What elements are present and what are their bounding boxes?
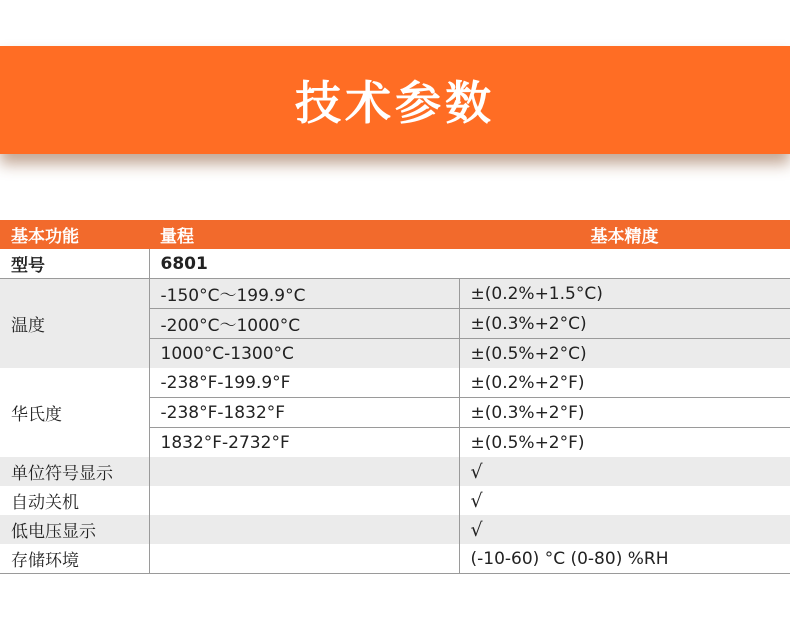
range-cell: [149, 486, 459, 515]
accuracy-cell: ±(0.5%+2°F): [459, 428, 790, 458]
spec-table: [0, 220, 790, 574]
range-cell: [149, 457, 459, 486]
header-accuracy: 基本精度: [459, 220, 790, 249]
header-range: 量程: [149, 220, 459, 249]
feature-label: 单位符号显示: [0, 457, 149, 486]
page-title: 技术参数: [295, 76, 495, 130]
table-row: [0, 544, 790, 574]
table-row: [0, 368, 790, 398]
range-cell: [149, 515, 459, 544]
accuracy-cell: ±(0.3%+2°F): [459, 398, 790, 428]
check-mark: √: [459, 457, 790, 486]
range-cell: 1832°F-2732°F: [149, 428, 459, 458]
accuracy-cell: ±(0.2%+1.5°C): [459, 279, 790, 309]
table-header-row: [0, 220, 790, 249]
model-row: [0, 249, 790, 279]
fahrenheit-label: 华氏度: [0, 368, 149, 457]
table-row: [0, 515, 790, 544]
check-mark: √: [459, 515, 790, 544]
range-cell: -238°F-1832°F: [149, 398, 459, 428]
title-banner: [0, 46, 790, 154]
temperature-label: 温度: [0, 279, 149, 369]
header-function: 基本功能: [0, 220, 149, 249]
check-mark: √: [459, 486, 790, 515]
accuracy-cell: ±(0.3%+2°C): [459, 309, 790, 339]
range-cell: -150°C～199.9°C: [149, 279, 459, 309]
model-value: 6801: [149, 249, 790, 279]
range-cell: -200°C～1000°C: [149, 309, 459, 339]
table-row: [0, 457, 790, 486]
feature-label: 低电压显示: [0, 515, 149, 544]
accuracy-cell: ±(0.2%+2°F): [459, 368, 790, 398]
range-cell: 1000°C-1300°C: [149, 339, 459, 369]
range-cell: [149, 544, 459, 574]
range-cell: -238°F-199.9°F: [149, 368, 459, 398]
storage-value: (-10-60) °C (0-80) %RH: [459, 544, 790, 574]
model-label: 型号: [0, 249, 149, 279]
feature-label: 存储环境: [0, 544, 149, 574]
feature-label: 自动关机: [0, 486, 149, 515]
accuracy-cell: ±(0.5%+2°C): [459, 339, 790, 369]
table-row: [0, 486, 790, 515]
table-row: [0, 279, 790, 309]
